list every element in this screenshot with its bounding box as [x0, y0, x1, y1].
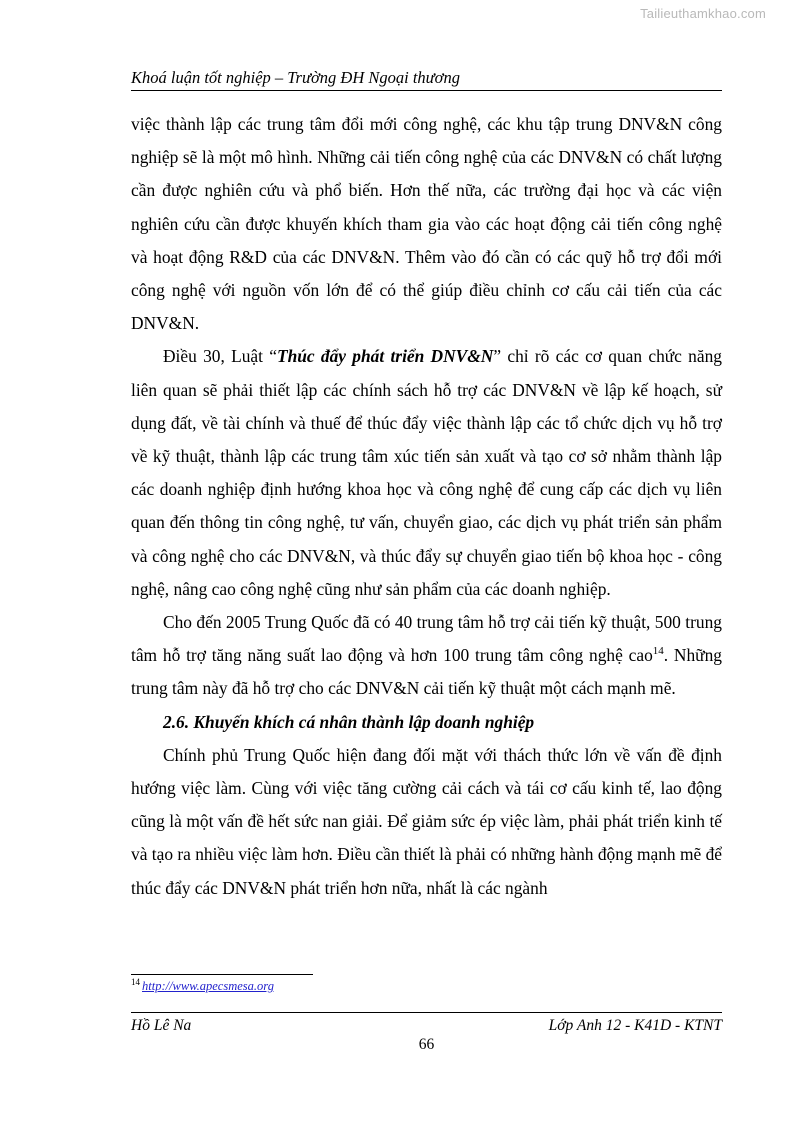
header-rule — [131, 90, 722, 91]
paragraph-1: việc thành lập các trung tâm đổi mới công nghệ, các khu tập trung DNV&N công nghiệp sẽ là một mô hình. Những cải tiến công nghệ của các DNV&N có chất lượng cần được nghiên cứu và phổ biến. Hơn thế nữa, các trường đại học và các viện nghiên cứu cần được khuyến khích tham gia vào các hoạt động cải tiến công nghệ và hoạt động R&D của các DNV&N. Thêm vào đó cần có các quỹ hỗ trợ đổi mới công nghệ với nguồn vốn lớn để có thể giúp điều chỉnh cơ cấu cải tiến của các DNV&N. — [131, 114, 722, 334]
footer-class-info: Lớp Anh 12 - K41D - KTNT — [548, 1017, 722, 1034]
paragraph-4: Chính phủ Trung Quốc hiện đang đối mặt với thách thức lớn về vấn đề định hướng việc làm. Cùng với việc tăng cường cải cách và tái cơ cấu kinh tế, lao động cũng là một vấn đề hết sức nan giải. Để giảm sức ép việc làm, phải phát triển kinh tế và tạo ra nhiều việc làm hơn. Điều cần thiết là phải có những hành động mạnh mẽ để thúc đẩy các DNV&N phát triển hơn nữa, nhất là các ngành — [131, 744, 722, 898]
paragraph-2 — [131, 340, 722, 606]
footnote-block — [131, 974, 722, 994]
running-header — [131, 68, 722, 91]
footnote-reference-14[interactable]: 14 — [652, 645, 664, 658]
watermark-text: Tailieuthamkhao.com — [640, 6, 766, 21]
footer-author: Hồ Lê Na — [131, 1017, 192, 1034]
document-body — [131, 108, 722, 905]
page-footer — [131, 1012, 722, 1053]
footnote-entry — [131, 978, 722, 994]
footnote-separator-rule — [131, 974, 313, 975]
footnote-url-link[interactable]: http://www.apecsmesa.org — [142, 979, 274, 993]
paragraph-2-before-quote: Điều 30, Luật “ — [163, 346, 277, 367]
paragraph-3-before-superscript: Cho đến 2005 Trung Quốc đã có 40 trung tâm hỗ trợ cải tiến kỹ thuật, 500 trung tâm hỗ trợ tăng năng suất lao động và hơn 100 trung tâm công nghệ cao — [131, 612, 722, 666]
footer-page-number: 66 — [418, 1036, 435, 1053]
paragraph-3-after-superscript: . Những trung tâm này đã hỗ trợ cho các DNV&N cải tiến kỹ thuật một cách mạnh mẽ. — [131, 645, 722, 699]
footnote-marker: 14 — [131, 976, 140, 987]
footer-row-wrapper — [131, 1016, 722, 1053]
law-title-emphasis: Thúc đẩy phát triển DNV&N — [276, 346, 494, 367]
paragraph-2-after-quote: ” chỉ rõ các cơ quan chức năng liên quan sẽ phải thiết lập các chính sách hỗ trợ các DNV&N về lập kế hoạch, sử dụng đất, về tài chính và thuế để thúc đẩy việc thành lập các tổ chức dịch vụ hỗ trợ về kỹ thuật, thành lập các trung tâm xúc tiến sản xuất và tạo cơ sở nhằm thành lập các doanh nghiệp định hướng khoa học và công nghệ để cung cấp các dịch vụ liên quan đến thông tin công nghệ, tư vấn, chuyển giao, các dịch vụ phát triển sản phẩm và công nghệ cho các DNV&N, và thúc đẩy sự chuyển giao tiến bộ khoa học - công nghệ, nâng cao công nghệ cũng như sản phẩm của các doanh nghiệp. — [131, 346, 722, 599]
paragraph-3 — [131, 606, 722, 706]
footer-row — [131, 1016, 722, 1036]
footer-rule — [131, 1012, 722, 1013]
section-heading-2-6: 2.6. Khuyến khích cá nhân thành lập doanh nghiệp — [163, 711, 535, 732]
header-title: Khoá luận tốt nghiệp – Trường ĐH Ngoại thương — [131, 68, 460, 87]
